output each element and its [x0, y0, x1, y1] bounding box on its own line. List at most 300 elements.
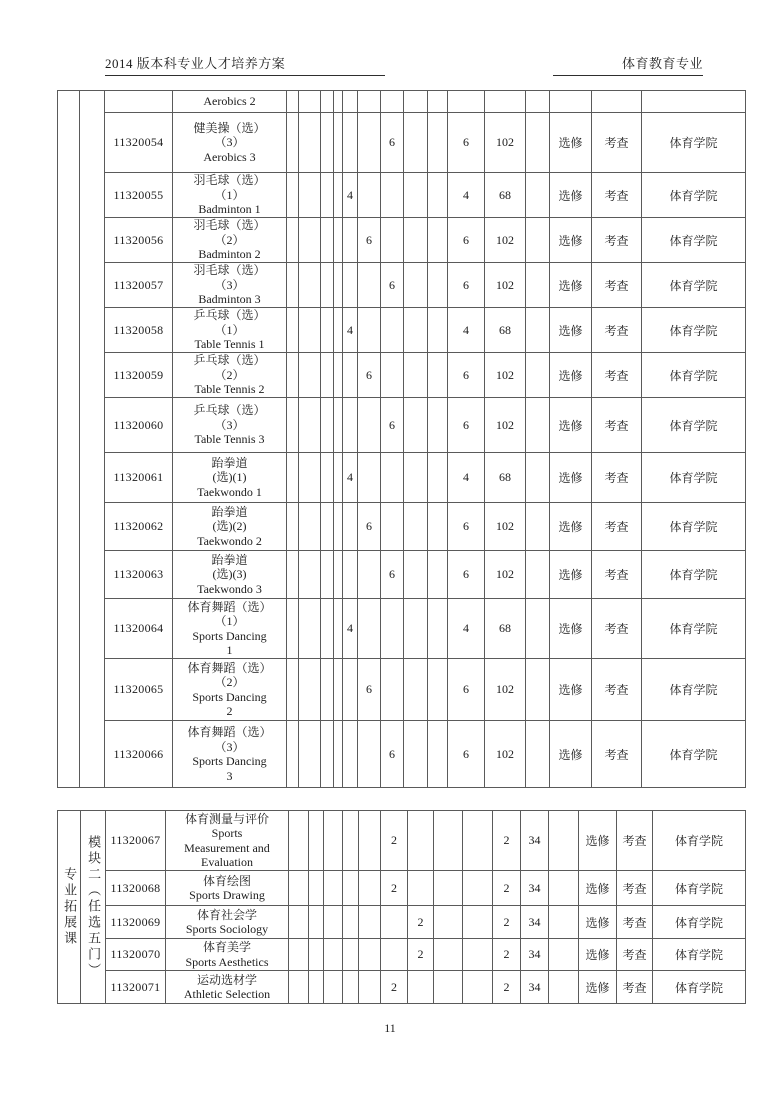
exam-type-cell: 考查: [592, 218, 642, 263]
semester-hours-cell: [404, 91, 428, 113]
course-name-line: (选)(1): [212, 470, 247, 485]
course-code-cell: 11320067: [106, 811, 166, 871]
header-right-title: 体育教育专业: [553, 53, 703, 76]
note-cell: [549, 939, 579, 971]
semester-hours-cell: [428, 353, 448, 398]
course-name-cell: [173, 398, 287, 453]
semester-hours-cell: [289, 811, 309, 871]
credit-cell: 6: [448, 721, 485, 788]
semester-hours-cell: [324, 811, 343, 871]
semester-hours-cell: [343, 263, 358, 308]
semester-hours-cell: [289, 939, 309, 971]
semester-hours-cell: [321, 503, 334, 551]
semester-hours-cell: [287, 453, 299, 503]
exam-type-cell: 考查: [592, 353, 642, 398]
credit-cell: 2: [493, 906, 521, 939]
semester-hours-cell: [408, 871, 434, 906]
course-code-cell: 11320069: [106, 906, 166, 939]
total-hours-cell: 68: [485, 308, 526, 353]
semester-hours-cell: [463, 906, 493, 939]
course-name-cell: [173, 91, 287, 113]
course-name-line: Sports Drawing: [189, 888, 265, 902]
course-name-line: 乒乓球（选）: [193, 308, 266, 323]
course-code-cell: 11320056: [105, 218, 173, 263]
course-row: [58, 308, 746, 353]
note-cell: [526, 503, 550, 551]
course-code-cell: 11320068: [106, 871, 166, 906]
course-name-line: 羽毛球（选）: [193, 263, 266, 278]
school-cell: 体育学院: [642, 218, 746, 263]
exam-type-cell: 考查: [617, 871, 653, 906]
course-row: [58, 263, 746, 308]
exam-type-cell: [592, 91, 642, 113]
course-name-line: Measurement and: [184, 840, 270, 855]
exam-type-cell: 考查: [592, 721, 642, 788]
semester-hours-cell: [404, 173, 428, 218]
semester-hours-cell: [299, 503, 321, 551]
semester-hours-cell: [463, 971, 493, 1004]
total-hours-cell: 68: [485, 599, 526, 659]
course-name-line: 跆拳道: [211, 552, 248, 567]
semester-hours-cell: [358, 398, 381, 453]
semester-hours-cell: [404, 503, 428, 551]
total-hours-cell: 102: [485, 721, 526, 788]
semester-hours-cell: [343, 551, 358, 599]
course-row: [58, 599, 746, 659]
school-cell: 体育学院: [653, 811, 746, 871]
course-code-cell: 11320060: [105, 398, 173, 453]
course-type-cell: 选修: [579, 811, 617, 871]
course-code-cell: 11320054: [105, 113, 173, 173]
semester-hours-cell: 6: [358, 218, 381, 263]
course-name-line: 运动选材学: [196, 972, 257, 987]
semester-hours-cell: [324, 971, 343, 1004]
course-name-cell: [166, 939, 289, 971]
course-type-cell: [550, 91, 592, 113]
semester-hours-cell: 4: [343, 173, 358, 218]
semester-hours-cell: [299, 551, 321, 599]
course-subcategory-cell: [81, 811, 106, 1004]
course-name-cell: [166, 971, 289, 1004]
semester-hours-cell: [358, 263, 381, 308]
semester-hours-cell: [321, 173, 334, 218]
course-name-cell: [166, 906, 289, 939]
note-cell: [549, 906, 579, 939]
semester-hours-cell: [321, 398, 334, 453]
semester-hours-cell: [428, 91, 448, 113]
course-name-line: Taekwondo 1: [197, 484, 262, 499]
school-cell: 体育学院: [653, 871, 746, 906]
credit-cell: 4: [448, 173, 485, 218]
semester-hours-cell: [287, 551, 299, 599]
credit-cell: 6: [448, 353, 485, 398]
course-type-cell: 选修: [550, 353, 592, 398]
course-name-line: 3: [226, 768, 233, 783]
course-type-cell: 选修: [550, 308, 592, 353]
course-name-cell: [173, 113, 287, 173]
semester-hours-cell: [343, 811, 359, 871]
note-cell: [526, 353, 550, 398]
semester-hours-cell: [358, 551, 381, 599]
course-category-cell: [58, 811, 81, 1004]
semester-hours-cell: [309, 939, 324, 971]
total-hours-cell: 102: [485, 398, 526, 453]
semester-hours-cell: [404, 113, 428, 173]
semester-hours-cell: [381, 939, 408, 971]
course-name-cell: [173, 263, 287, 308]
total-hours-cell: 34: [521, 939, 549, 971]
semester-hours-cell: [321, 599, 334, 659]
semester-hours-cell: [428, 398, 448, 453]
semester-hours-cell: [381, 503, 404, 551]
total-hours-cell: 68: [485, 173, 526, 218]
course-name-cell: [173, 599, 287, 659]
semester-hours-cell: 6: [381, 551, 404, 599]
course-code-cell: 11320066: [105, 721, 173, 788]
course-name-line: (选)(2): [212, 519, 247, 534]
course-name-line: Taekwondo 2: [197, 533, 262, 548]
semester-hours-cell: [359, 906, 381, 939]
semester-hours-cell: [334, 551, 343, 599]
semester-hours-cell: [287, 263, 299, 308]
semester-hours-cell: [428, 218, 448, 263]
course-name-cell: [173, 218, 287, 263]
semester-hours-cell: [321, 218, 334, 263]
semester-hours-cell: [343, 971, 359, 1004]
semester-hours-cell: [428, 599, 448, 659]
course-row: [58, 811, 746, 871]
semester-hours-cell: [404, 453, 428, 503]
credit-cell: 6: [448, 659, 485, 721]
course-code-cell: 11320061: [105, 453, 173, 503]
course-row: [58, 503, 746, 551]
exam-type-cell: 考查: [617, 811, 653, 871]
semester-hours-cell: [358, 173, 381, 218]
course-name-line: Sports Dancing: [192, 628, 267, 643]
note-cell: [526, 398, 550, 453]
course-name-line: Table Tennis 3: [194, 432, 265, 447]
semester-hours-cell: [321, 263, 334, 308]
course-name-cell: [173, 659, 287, 721]
school-cell: 体育学院: [642, 113, 746, 173]
course-name-line: 羽毛球（选）: [193, 173, 266, 188]
semester-hours-cell: 4: [343, 599, 358, 659]
credit-cell: 6: [448, 551, 485, 599]
course-name-line: Badminton 2: [198, 247, 261, 262]
credit-cell: [448, 91, 485, 113]
semester-hours-cell: [358, 113, 381, 173]
exam-type-cell: 考查: [592, 173, 642, 218]
school-cell: 体育学院: [653, 939, 746, 971]
semester-hours-cell: [334, 173, 343, 218]
course-row: [58, 453, 746, 503]
school-cell: 体育学院: [653, 906, 746, 939]
semester-hours-cell: [408, 811, 434, 871]
course-name-line: Table Tennis 1: [194, 337, 265, 352]
semester-hours-cell: [299, 173, 321, 218]
course-name-line: Table Tennis 2: [194, 382, 265, 397]
semester-hours-cell: [428, 113, 448, 173]
curriculum-table-upper-body: [58, 91, 746, 788]
semester-hours-cell: [428, 551, 448, 599]
semester-hours-cell: [404, 551, 428, 599]
semester-hours-cell: [334, 453, 343, 503]
total-hours-cell: [485, 91, 526, 113]
semester-hours-cell: 2: [381, 871, 408, 906]
semester-hours-cell: [287, 721, 299, 788]
exam-type-cell: 考查: [592, 453, 642, 503]
course-name-line: Evaluation: [201, 855, 253, 869]
total-hours-cell: 34: [521, 871, 549, 906]
semester-hours-cell: [343, 721, 358, 788]
semester-hours-cell: [299, 398, 321, 453]
course-name-line: （2）: [214, 675, 245, 689]
semester-hours-cell: 4: [343, 453, 358, 503]
semester-hours-cell: 6: [381, 113, 404, 173]
course-row: [58, 398, 746, 453]
semester-hours-cell: [289, 906, 309, 939]
exam-type-cell: 考查: [592, 113, 642, 173]
course-row: [58, 218, 746, 263]
semester-hours-cell: [309, 811, 324, 871]
semester-hours-cell: [434, 906, 463, 939]
semester-hours-cell: [381, 659, 404, 721]
course-name-line: 羽毛球（选）: [193, 218, 266, 233]
semester-hours-cell: [359, 939, 381, 971]
semester-hours-cell: [428, 721, 448, 788]
course-row: [58, 659, 746, 721]
semester-hours-cell: 6: [358, 353, 381, 398]
semester-hours-cell: [404, 599, 428, 659]
semester-hours-cell: [404, 721, 428, 788]
course-name-line: 体育测量与评价: [184, 811, 269, 826]
semester-hours-cell: [343, 398, 358, 453]
exam-type-cell: 考查: [592, 263, 642, 308]
course-name-line: Badminton 1: [198, 202, 261, 217]
semester-hours-cell: [434, 811, 463, 871]
course-code-cell: 11320065: [105, 659, 173, 721]
school-cell: 体育学院: [642, 721, 746, 788]
course-name-line: Sports: [211, 826, 243, 840]
total-hours-cell: 102: [485, 551, 526, 599]
note-cell: [526, 263, 550, 308]
semester-hours-cell: [299, 218, 321, 263]
semester-hours-cell: [343, 91, 358, 113]
semester-hours-cell: [334, 113, 343, 173]
exam-type-cell: 考查: [592, 659, 642, 721]
semester-hours-cell: [408, 971, 434, 1004]
course-row: [58, 971, 746, 1004]
school-cell: 体育学院: [642, 173, 746, 218]
credit-cell: 2: [493, 871, 521, 906]
semester-hours-cell: [287, 353, 299, 398]
course-name-cell: [173, 721, 287, 788]
exam-type-cell: 考查: [592, 503, 642, 551]
semester-hours-cell: [381, 453, 404, 503]
course-name-cell: [173, 308, 287, 353]
course-category-cell: [58, 91, 80, 788]
semester-hours-cell: [299, 721, 321, 788]
semester-hours-cell: [321, 353, 334, 398]
credit-cell: 2: [493, 971, 521, 1004]
course-type-cell: 选修: [579, 906, 617, 939]
semester-hours-cell: 6: [358, 503, 381, 551]
semester-hours-cell: [428, 308, 448, 353]
semester-hours-cell: [343, 218, 358, 263]
semester-hours-cell: [434, 971, 463, 1004]
semester-hours-cell: [287, 308, 299, 353]
school-cell: 体育学院: [642, 503, 746, 551]
course-row: [58, 353, 746, 398]
course-name-cell: [173, 353, 287, 398]
semester-hours-cell: [287, 503, 299, 551]
course-name-line: （3）: [214, 135, 245, 150]
course-type-cell: 选修: [550, 453, 592, 503]
semester-hours-cell: [381, 308, 404, 353]
semester-hours-cell: [404, 218, 428, 263]
credit-cell: 2: [493, 811, 521, 871]
total-hours-cell: 68: [485, 453, 526, 503]
semester-hours-cell: [321, 551, 334, 599]
semester-hours-cell: 2: [408, 939, 434, 971]
course-code-cell: 11320071: [106, 971, 166, 1004]
semester-hours-cell: [358, 308, 381, 353]
semester-hours-cell: [381, 906, 408, 939]
course-name-cell: [173, 551, 287, 599]
semester-hours-cell: [309, 871, 324, 906]
semester-hours-cell: [334, 353, 343, 398]
course-name-line: Aerobics 2: [203, 94, 256, 109]
course-name-line: 乒乓球（选）: [193, 353, 266, 368]
semester-hours-cell: 2: [381, 811, 408, 871]
semester-hours-cell: [299, 659, 321, 721]
credit-cell: 6: [448, 263, 485, 308]
exam-type-cell: 考查: [592, 308, 642, 353]
note-cell: [526, 113, 550, 173]
course-name-line: Sports Dancing: [192, 689, 267, 704]
note-cell: [526, 308, 550, 353]
semester-hours-cell: [358, 91, 381, 113]
semester-hours-cell: [334, 308, 343, 353]
course-name-line: （3）: [214, 417, 245, 432]
semester-hours-cell: [404, 659, 428, 721]
semester-hours-cell: [428, 503, 448, 551]
curriculum-table-lower-body: [58, 811, 746, 1004]
semester-hours-cell: [321, 721, 334, 788]
semester-hours-cell: [299, 599, 321, 659]
course-code-cell: 11320070: [106, 939, 166, 971]
semester-hours-cell: [299, 263, 321, 308]
total-hours-cell: 34: [521, 906, 549, 939]
semester-hours-cell: [343, 871, 359, 906]
semester-hours-cell: [334, 659, 343, 721]
semester-hours-cell: [321, 308, 334, 353]
course-type-cell: 选修: [550, 173, 592, 218]
course-type-cell: 选修: [579, 871, 617, 906]
course-name-cell: [173, 173, 287, 218]
credit-cell: 2: [493, 939, 521, 971]
school-cell: 体育学院: [642, 453, 746, 503]
semester-hours-cell: [289, 871, 309, 906]
exam-type-cell: 考查: [617, 939, 653, 971]
semester-hours-cell: [343, 939, 359, 971]
course-name-line: 跆拳道: [211, 455, 248, 470]
semester-hours-cell: [343, 659, 358, 721]
course-type-cell: 选修: [550, 551, 592, 599]
course-type-cell: 选修: [550, 218, 592, 263]
exam-type-cell: 考查: [617, 971, 653, 1004]
credit-cell: 4: [448, 599, 485, 659]
semester-hours-cell: [404, 263, 428, 308]
curriculum-table-upper: [57, 90, 746, 788]
course-name-line: 体育舞蹈（选）: [187, 725, 272, 739]
semester-hours-cell: [321, 659, 334, 721]
note-cell: [526, 91, 550, 113]
semester-hours-cell: [324, 871, 343, 906]
course-type-cell: 选修: [550, 721, 592, 788]
semester-hours-cell: 6: [358, 659, 381, 721]
semester-hours-cell: [321, 453, 334, 503]
semester-hours-cell: 4: [343, 308, 358, 353]
total-hours-cell: 102: [485, 503, 526, 551]
course-name-line: （1）: [214, 614, 245, 628]
semester-hours-cell: [287, 599, 299, 659]
course-code-cell: 11320058: [105, 308, 173, 353]
course-type-cell: 选修: [550, 398, 592, 453]
page-number: 11: [384, 1021, 396, 1035]
course-type-cell: 选修: [550, 659, 592, 721]
course-name-line: 乒乓球（选）: [193, 403, 266, 418]
semester-hours-cell: 6: [381, 398, 404, 453]
semester-hours-cell: [434, 871, 463, 906]
semester-hours-cell: [299, 113, 321, 173]
semester-hours-cell: [334, 721, 343, 788]
course-code-cell: 11320063: [105, 551, 173, 599]
semester-hours-cell: 6: [381, 263, 404, 308]
course-name-line: 体育绘图: [202, 873, 251, 888]
course-name-line: (选)(3): [212, 567, 247, 582]
course-name-line: （2）: [214, 367, 245, 382]
course-row: [58, 91, 746, 113]
course-name-cell: [166, 871, 289, 906]
semester-hours-cell: [358, 453, 381, 503]
course-name-line: （1）: [214, 322, 245, 337]
school-cell: 体育学院: [642, 353, 746, 398]
course-row: [58, 551, 746, 599]
semester-hours-cell: [434, 939, 463, 971]
semester-hours-cell: [334, 91, 343, 113]
note-cell: [526, 218, 550, 263]
course-name-line: 健美操（选）: [193, 120, 266, 135]
note-cell: [526, 721, 550, 788]
semester-hours-cell: [324, 939, 343, 971]
semester-hours-cell: [343, 353, 358, 398]
semester-hours-cell: [358, 721, 381, 788]
note-cell: [526, 551, 550, 599]
semester-hours-cell: [381, 173, 404, 218]
semester-hours-cell: [334, 263, 343, 308]
semester-hours-cell: [287, 173, 299, 218]
semester-hours-cell: [463, 811, 493, 871]
course-name-line: （2）: [214, 232, 245, 247]
credit-cell: 4: [448, 453, 485, 503]
course-name-line: Sports Aesthetics: [185, 954, 269, 969]
note-cell: [526, 659, 550, 721]
semester-hours-cell: [287, 91, 299, 113]
course-type-cell: 选修: [579, 939, 617, 971]
note-cell: [549, 871, 579, 906]
course-name-line: Sports Dancing: [192, 754, 267, 768]
